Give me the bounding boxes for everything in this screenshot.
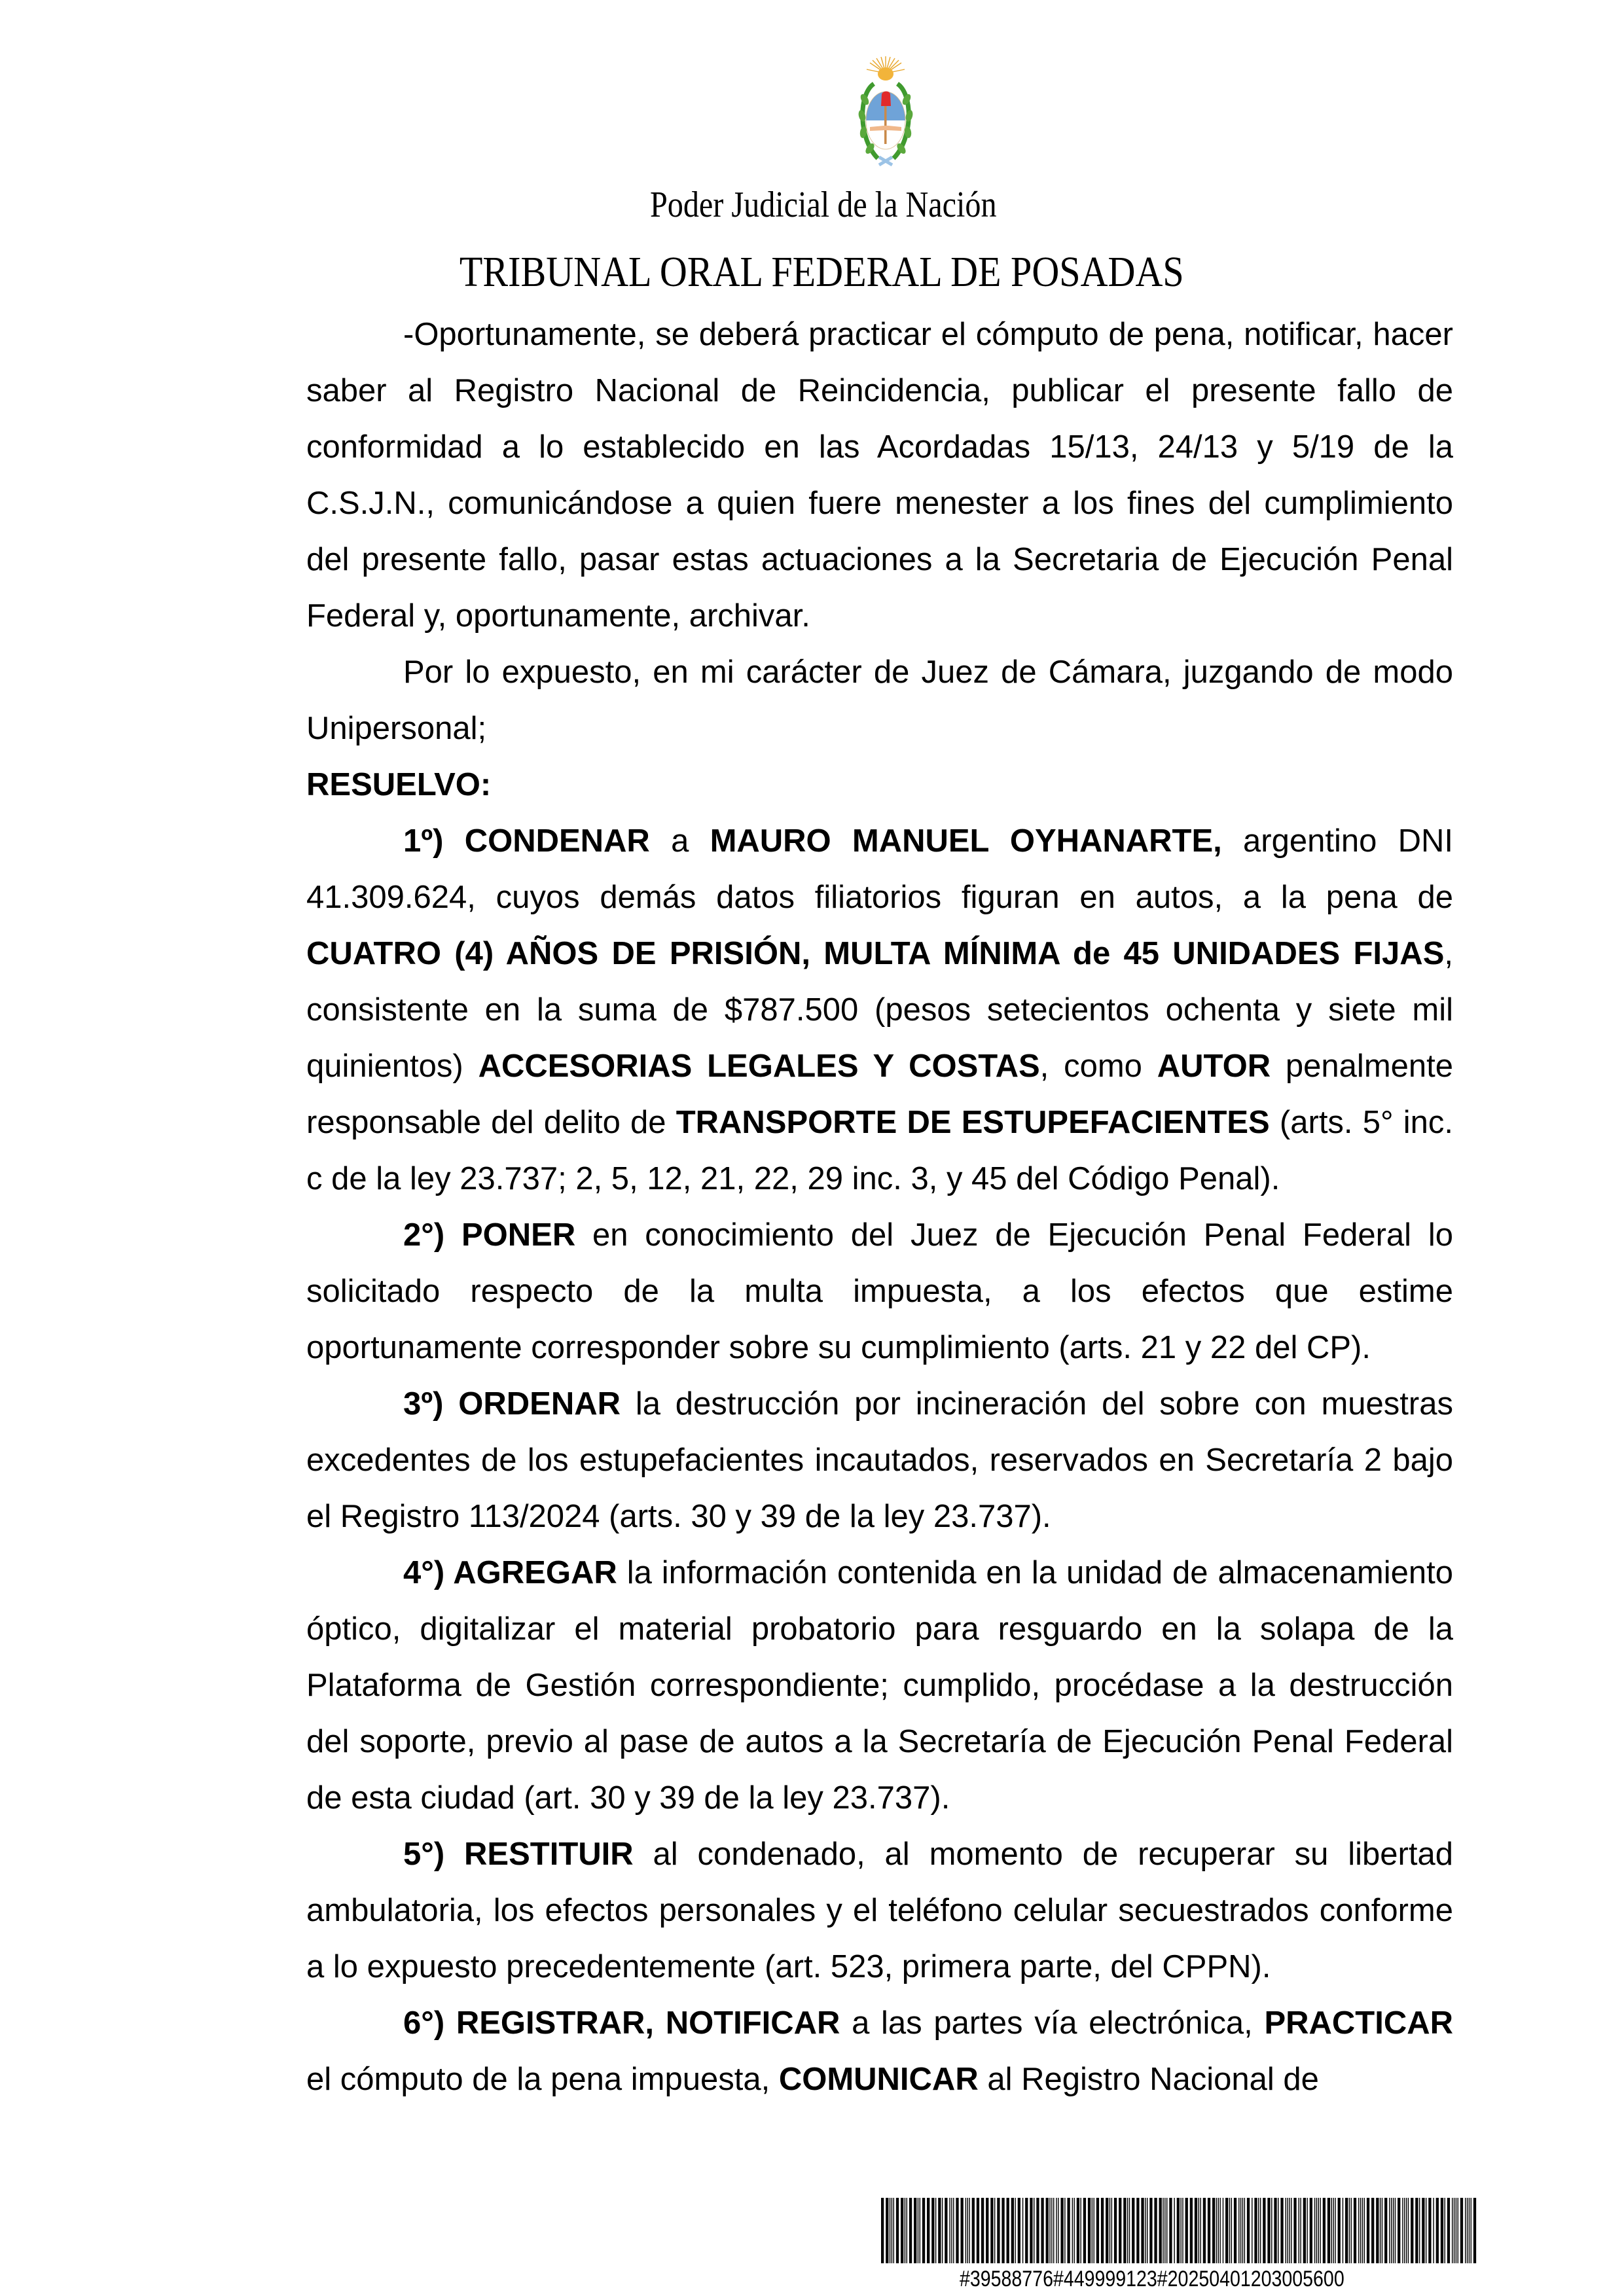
barcode-bar <box>1164 2198 1165 2263</box>
barcode-bar <box>1190 2198 1193 2263</box>
barcode-bar <box>1049 2198 1050 2263</box>
barcode-bar <box>1111 2198 1112 2263</box>
barcode-bar <box>967 2198 968 2263</box>
barcode-bar <box>1219 2198 1220 2263</box>
resolution-item <box>306 1826 1453 1995</box>
barcode-bar <box>1460 2198 1463 2263</box>
barcode-bar <box>1415 2198 1418 2263</box>
text: la información contenida en la unidad de almacenamiento óptico, digitalizar el material probatorio para resguardo en la solapa de la Plataforma de Gestión correspondiente; cumplido, procédase a la destrucción del soporte, previo al pase de autos a la Secretaría de Ejecución Penal Federal de esta ciudad (art. 30 y 39 de la ley 23.737). <box>306 1555 1454 1816</box>
barcode-bar <box>1053 2198 1054 2263</box>
barcode-bar <box>886 2198 888 2263</box>
barcode-bar <box>977 2198 979 2263</box>
barcode-bar <box>1166 2198 1167 2263</box>
ribbon-icon <box>879 157 892 165</box>
bold-text: REGISTRAR, NOTIFICAR <box>456 2005 840 2041</box>
barcode-bar <box>1025 2198 1028 2263</box>
bold-text: AUTOR <box>1157 1049 1271 1084</box>
barcode-bar <box>1360 2198 1361 2263</box>
barcode-bar <box>1093 2198 1094 2263</box>
barcode-bar <box>914 2198 916 2263</box>
barcode-bar <box>1362 2198 1363 2263</box>
barcode-bar <box>1258 2198 1259 2263</box>
text: la destrucción por incineración del sobre con muestras excedentes de los estupefacientes incautados, reservados en Secretaría 2 bajo el Registro 113/2024 (arts. 30 y 39 de la ley 23.737). <box>306 1386 1453 1534</box>
barcode-bar <box>1327 2198 1330 2263</box>
bold-text: TRANSPORTE DE ESTUPEFACIENTES <box>676 1105 1270 1140</box>
barcode-bar <box>1145 2198 1146 2263</box>
barcode-bar <box>1018 2198 1020 2263</box>
resolution-item <box>306 1545 1453 1826</box>
text: , como <box>1039 1049 1157 1084</box>
bold-text: MAURO MANUEL OYHANARTE, <box>710 823 1222 859</box>
barcode-bar <box>931 2198 934 2263</box>
barcode-bar <box>986 2198 988 2263</box>
barcode-bar <box>909 2198 912 2263</box>
barcode-bar <box>965 2198 966 2263</box>
resolution-item <box>306 1995 1453 2108</box>
barcode-bar <box>1080 2198 1081 2263</box>
item-number: 5°) <box>403 1837 465 1872</box>
barcode-bar <box>1123 2198 1126 2263</box>
barcode-bar <box>1036 2198 1039 2263</box>
text: al Registro Nacional de <box>978 2062 1319 2097</box>
barcode-number: #39588776#449999123#20250401203005600 <box>960 2267 1344 2291</box>
paragraph-por-lo-expuesto: Por lo expuesto, en mi carácter de Juez de Cámara, juzgando de modo Unipersonal; <box>306 655 1453 746</box>
barcode-bar <box>1367 2198 1369 2263</box>
barcode-bar <box>1141 2198 1144 2263</box>
text: , consistente en la suma de $787.500 (pesos setecientos ochenta y siete mil quinientos) <box>306 936 1453 1084</box>
barcode-bar <box>1064 2198 1065 2263</box>
barcode-bar <box>922 2198 925 2263</box>
barcode-bar <box>1395 2198 1396 2263</box>
tribunal-title: TRIBUNAL ORAL FEDERAL DE POSADAS <box>459 248 1184 296</box>
barcode-bar <box>1244 2198 1245 2263</box>
barcode-bar <box>1127 2198 1128 2263</box>
barcode-bar <box>1310 2198 1312 2263</box>
barcode-bar <box>1314 2198 1315 2263</box>
bold-text: RESTITUIR <box>464 1837 634 1872</box>
barcode-bar <box>1469 2198 1470 2263</box>
barcode-bar <box>1242 2198 1243 2263</box>
text: argentino DNI 41.309.624, cuyos demás datos filiatorios figuran en autos, a la pena de <box>306 823 1453 915</box>
argentina-coat-of-arms-icon <box>854 54 917 175</box>
barcode-bar <box>1436 2198 1439 2263</box>
bold-text: ORDENAR <box>458 1386 621 1422</box>
barcode-bar <box>1051 2198 1052 2263</box>
barcode-bar <box>1212 2198 1215 2263</box>
barcode-bar <box>1077 2198 1079 2263</box>
barcode-bar <box>1428 2198 1431 2263</box>
barcode-bar <box>1303 2198 1306 2263</box>
text: a <box>649 823 710 859</box>
barcode-bar <box>1041 2198 1043 2263</box>
resolution-item <box>306 1207 1453 1376</box>
barcode-bar <box>1030 2198 1032 2263</box>
barcode-bar <box>1046 2198 1049 2263</box>
barcode-bar <box>1216 2198 1217 2263</box>
barcode-bar <box>1280 2198 1283 2263</box>
barcode-bar <box>1083 2198 1086 2263</box>
barcode-bar <box>1300 2198 1301 2263</box>
barcode-bar <box>1182 2198 1183 2263</box>
text: en conocimiento del Juez de Ejecución Penal Federal lo solicitado respecto de la multa impuesta, a los efectos que estime oportunamente corresponder sobre su cumplimiento (arts. 21 y 22 del CP). <box>306 1217 1453 1365</box>
text: el cómputo de la pena impuesta, <box>306 2062 779 2097</box>
sun-icon <box>867 56 905 81</box>
barcode-bar <box>901 2198 903 2263</box>
barcode-bar <box>1203 2198 1206 2263</box>
barcode-bar <box>1096 2198 1099 2263</box>
barcode-bar <box>956 2198 958 2263</box>
resuelvo-heading: RESUELVO: <box>306 767 492 802</box>
barcode-bar <box>1364 2198 1365 2263</box>
barcode-bar <box>938 2198 941 2263</box>
barcode-bar <box>896 2198 899 2263</box>
barcode-bar <box>1406 2198 1407 2263</box>
barcode-bar <box>951 2198 952 2263</box>
barcode-bar <box>1267 2198 1270 2263</box>
barcode-bar <box>1338 2198 1341 2263</box>
barcode-bar <box>1402 2198 1403 2263</box>
barcode-bar <box>990 2198 993 2263</box>
barcode-bar <box>1389 2198 1390 2263</box>
barcode-bar <box>1180 2198 1181 2263</box>
barcode-bar <box>927 2198 929 2263</box>
bold-text: PONER <box>461 1217 576 1253</box>
barcode-bar <box>949 2198 950 2263</box>
barcode-bar <box>1169 2198 1172 2263</box>
barcode-bar <box>1371 2198 1374 2263</box>
barcode-bar <box>961 2198 964 2263</box>
barcode-bar <box>1323 2198 1326 2263</box>
barcode-bar <box>1293 2198 1296 2263</box>
barcode-bar <box>1247 2198 1250 2263</box>
barcode-bar <box>1358 2198 1359 2263</box>
barcode-bar <box>1154 2198 1157 2263</box>
barcode-bar <box>1088 2198 1091 2263</box>
barcode-bar <box>1234 2198 1236 2263</box>
barcode-bar <box>942 2198 943 2263</box>
barcode-bar <box>1129 2198 1130 2263</box>
barcode-bar <box>1345 2198 1348 2263</box>
bold-text: CUATRO (4) AÑOS DE PRISIÓN, MULTA MÍNIMA de 45 UNIDADES FIJAS <box>306 936 1445 971</box>
barcode-bar <box>1114 2198 1117 2263</box>
resolution-items <box>306 813 1453 2108</box>
bold-text: PRACTICAR <box>1264 2005 1454 2041</box>
barcode-bar <box>1149 2198 1152 2263</box>
barcode-bar <box>1384 2198 1387 2263</box>
barcode-bar <box>1351 2198 1352 2263</box>
barcode-bar <box>1473 2198 1476 2263</box>
barcode-bar <box>1465 2198 1466 2263</box>
barcode-bar <box>1185 2198 1188 2263</box>
barcode-bar <box>1467 2198 1468 2263</box>
text: penalmente responsable del delito de <box>306 1049 1454 1140</box>
barcode-bar <box>1218 2198 1219 2263</box>
barcode-bar <box>1011 2198 1014 2263</box>
barcode-bar <box>1231 2198 1232 2263</box>
resolution-item <box>306 813 1453 1207</box>
barcode-bar <box>981 2198 984 2263</box>
resolution-item <box>306 1376 1453 1545</box>
barcode-bar <box>1007 2198 1009 2263</box>
barcode-bar <box>893 2198 894 2263</box>
bold-text: ACCESORIAS LEGALES Y COSTAS <box>478 1049 1040 1084</box>
item-number: 6°) <box>403 2005 456 2041</box>
barcode-icon <box>881 2198 1478 2263</box>
barcode-bar <box>994 2198 995 2263</box>
barcode-bar <box>1447 2198 1450 2263</box>
barcode-bar <box>1132 2198 1134 2263</box>
barcode-bar <box>1452 2198 1453 2263</box>
barcode-bar <box>1354 2198 1356 2263</box>
barcode-bar <box>1195 2198 1197 2263</box>
barcode-bar <box>935 2198 936 2263</box>
barcode-bar <box>1260 2198 1261 2263</box>
court-system-title: Poder Judicial de la Nación <box>649 185 997 225</box>
barcode-bar <box>1398 2198 1400 2263</box>
text: al condenado, al momento de recuperar su libertad ambulatoria, los efectos personales y el teléfono celular secuestrados conforme a lo expuesto precedentemente (art. 523, primera parte, del CPPN). <box>306 1837 1453 1984</box>
text: a las partes vía electrónica, <box>840 2005 1265 2041</box>
barcode-bar <box>1408 2198 1409 2263</box>
barcode-bar <box>1318 2198 1319 2263</box>
item-number: 2°) <box>403 1217 461 1253</box>
bold-text: CONDENAR <box>464 823 650 859</box>
barcode-bar <box>1072 2198 1073 2263</box>
barcode-bar <box>1263 2198 1265 2263</box>
bold-text: AGREGAR <box>453 1555 617 1590</box>
barcode-bar <box>1271 2198 1272 2263</box>
barcode-bar <box>1411 2198 1413 2263</box>
barcode-bar <box>1393 2198 1394 2263</box>
barcode-bar <box>1119 2198 1121 2263</box>
barcode-bar <box>1022 2198 1023 2263</box>
barcode-bar <box>1101 2198 1104 2263</box>
item-number: 4°) <box>403 1555 454 1590</box>
item-number: 3º) <box>403 1386 459 1422</box>
barcode-bar <box>953 2198 954 2263</box>
barcode-bar <box>1208 2198 1210 2263</box>
barcode-bar <box>1060 2198 1063 2263</box>
barcode-bar <box>1316 2198 1317 2263</box>
text: (arts. 5° inc. c de la ley 23.737; 2, 5, 12, 21, 22, 29 inc. 3, y 45 del Código Penal). <box>306 1105 1453 1196</box>
bold-text: COMUNICAR <box>778 2062 979 2097</box>
barcode-bar <box>1331 2198 1332 2263</box>
paragraph-oportunamente: -Oportunamente, se deberá practicar el cómputo de pena, notificar, hacer saber al Registro Nacional de Reincidencia, publicar el presente fallo de conformidad a lo establecido en las Acordadas 15/13, 24/13 y 5/19 de la C.S.J.N., comunicándose a quien fuere menester a los fines del cumplimiento del presente fallo, pasar estas actuaciones a la Secretaria de Ejecución Penal Federal y, oportunamente, archivar. <box>306 317 1453 634</box>
barcode-bar <box>945 2198 947 2263</box>
barcode-bar <box>1229 2198 1230 2263</box>
barcode-bar <box>1376 2198 1379 2263</box>
barcode-bar <box>1106 2198 1108 2263</box>
barcode-bar <box>1240 2198 1241 2263</box>
barcode-bar <box>1067 2198 1070 2263</box>
barcode-bar <box>1159 2198 1162 2263</box>
barcode-bar <box>1001 2198 1004 2263</box>
barcode-bar <box>1254 2198 1257 2263</box>
barcode-bar <box>1422 2198 1424 2263</box>
barcode-bar <box>1404 2198 1405 2263</box>
barcode-bar <box>972 2198 975 2263</box>
barcode-bar <box>1289 2198 1290 2263</box>
barcode-bar <box>1274 2198 1276 2263</box>
barcode-bar <box>1391 2198 1392 2263</box>
document-body <box>306 306 1453 2108</box>
barcode-bar <box>1349 2198 1350 2263</box>
barcode-bar <box>881 2198 884 2263</box>
barcode-bar <box>1433 2198 1434 2263</box>
barcode-bar <box>1441 2198 1443 2263</box>
barcode-bar <box>1136 2198 1139 2263</box>
item-number: 1º) <box>403 823 465 859</box>
barcode-bar <box>997 2198 1000 2263</box>
barcode-bar <box>1238 2198 1239 2263</box>
barcode-bar <box>1419 2198 1420 2263</box>
barcode-bar <box>1287 2198 1288 2263</box>
barcode-bar <box>1177 2198 1180 2263</box>
barcode-bar <box>1225 2198 1228 2263</box>
